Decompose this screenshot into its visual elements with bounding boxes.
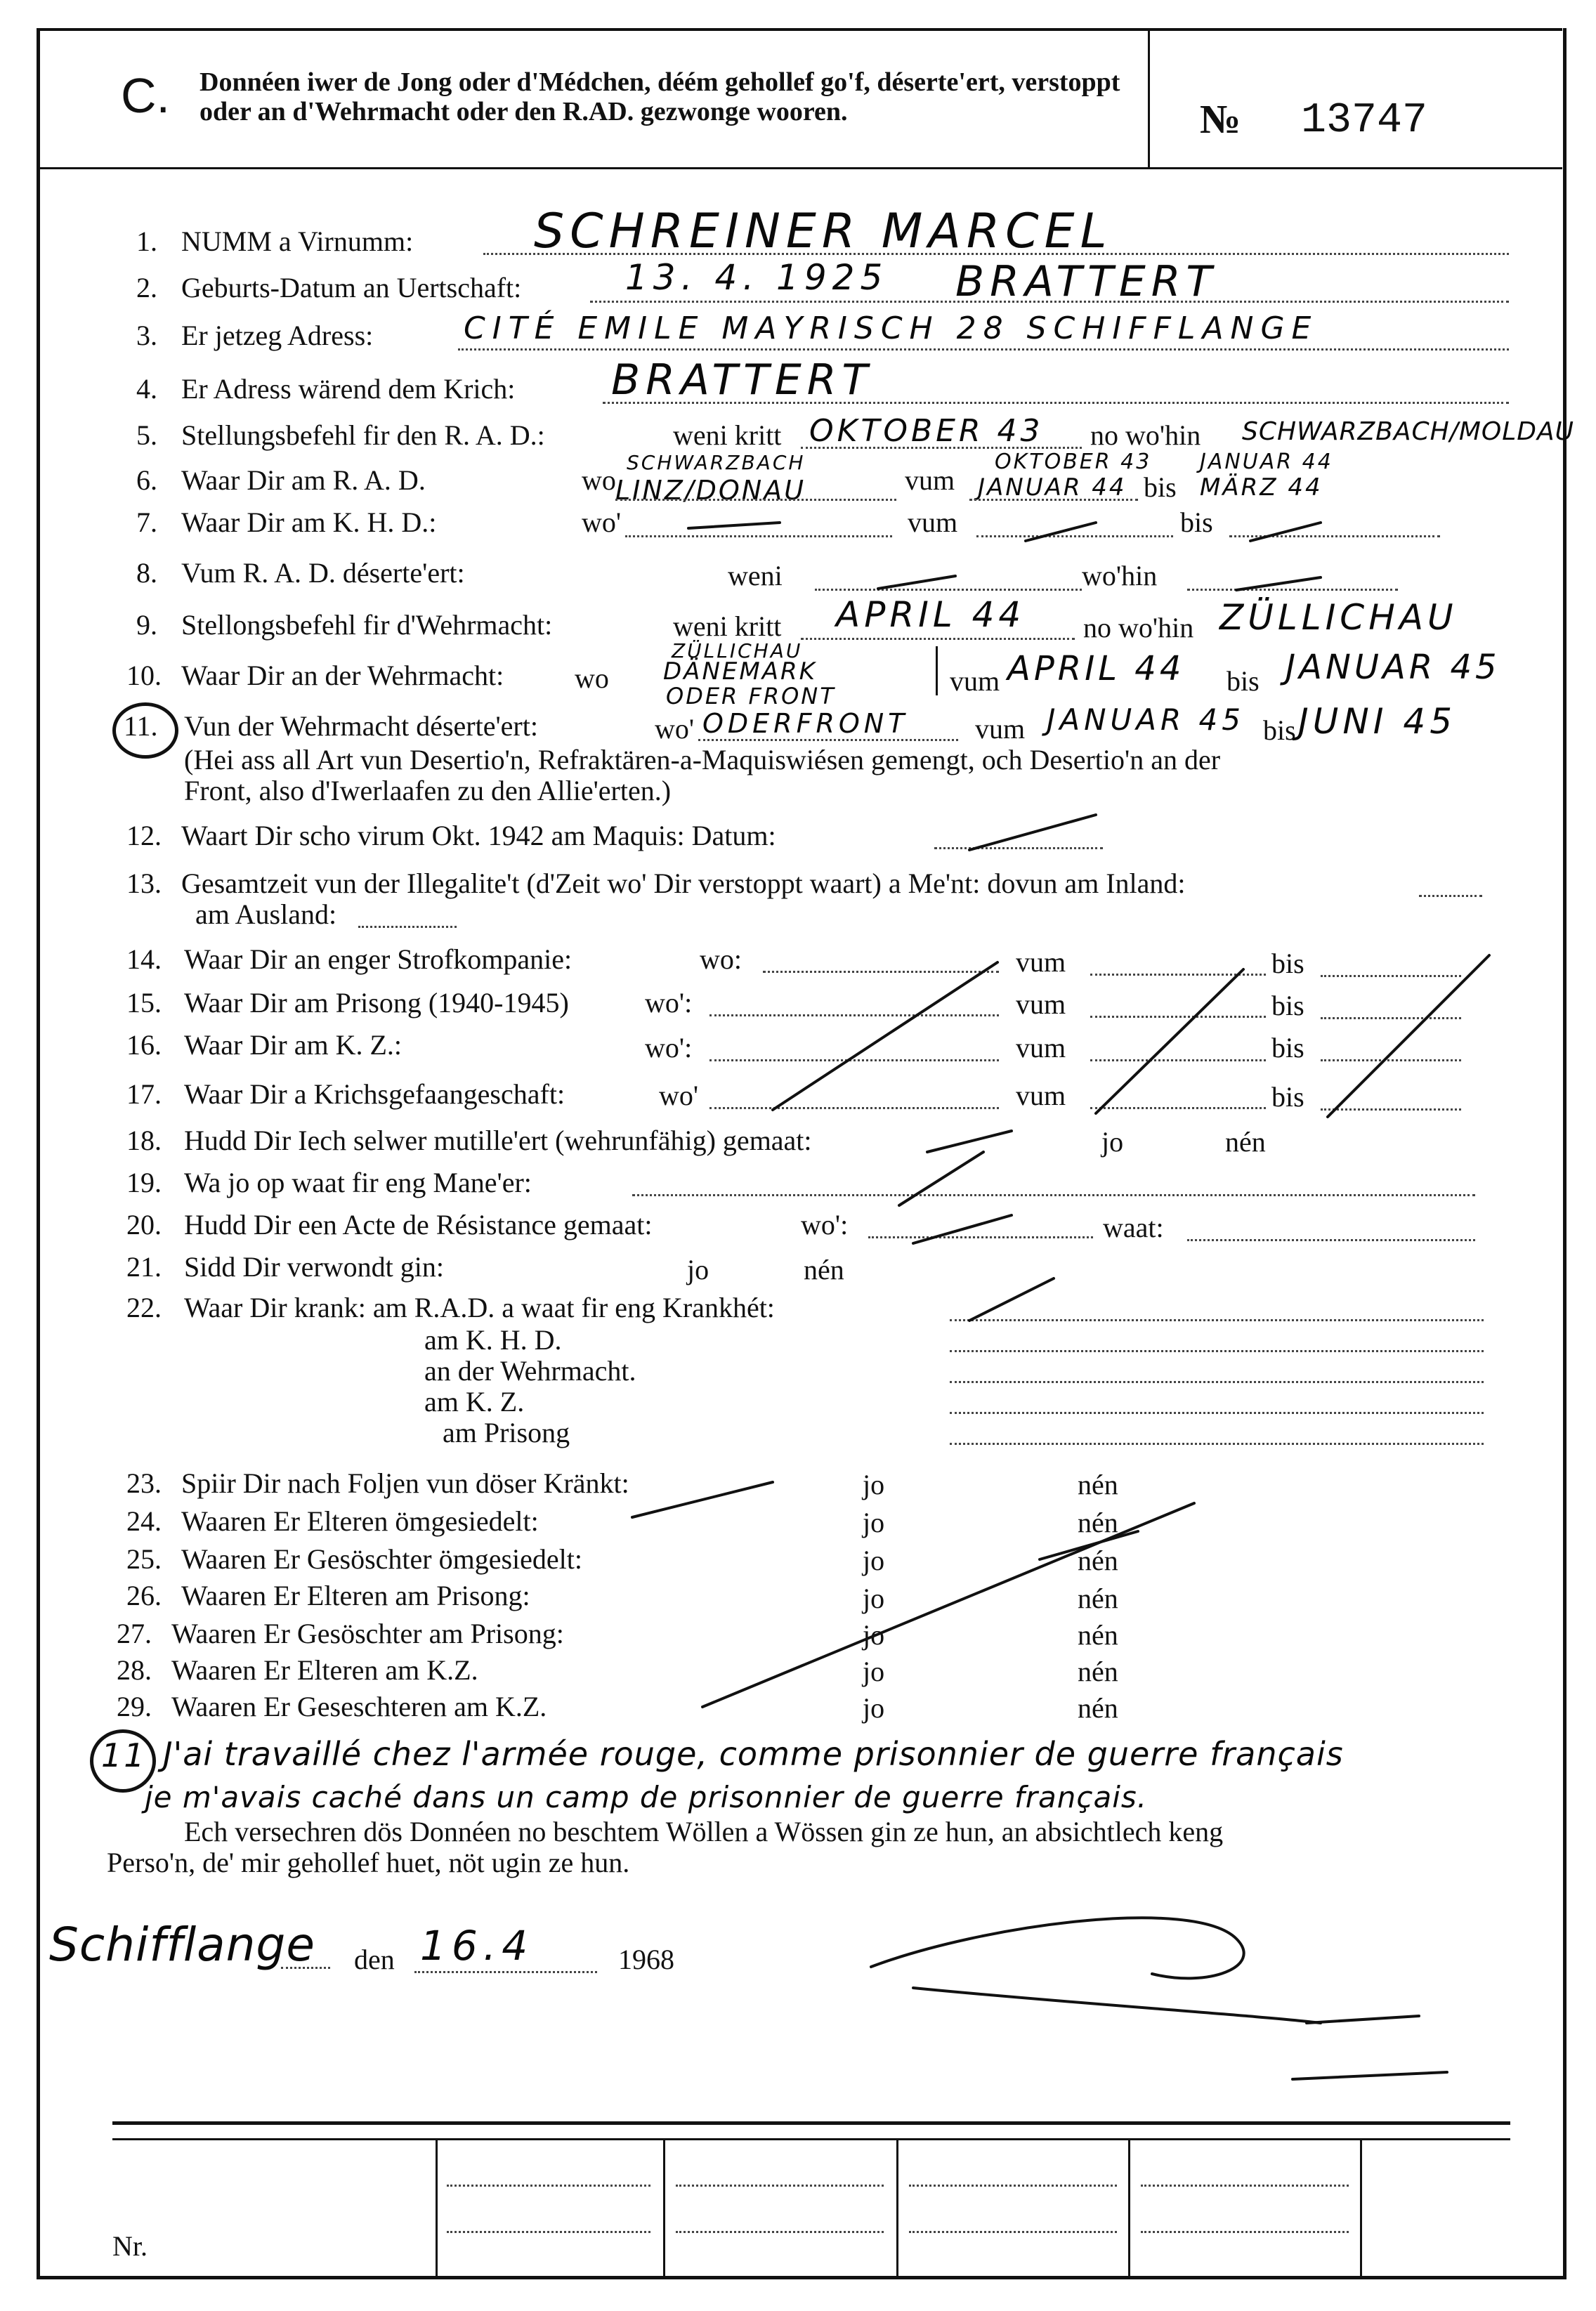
- q28-jo: jo: [863, 1656, 885, 1687]
- q25-nen: nén: [1078, 1545, 1118, 1576]
- q22-strike: [969, 1278, 1054, 1321]
- q19-number: 19.: [126, 1167, 162, 1198]
- q4-label: Er Adress wärend dem Krich:: [181, 373, 516, 405]
- q22-label: Waar Dir krank: am R.A.D. a waat fir eng Krankhét:: [184, 1292, 775, 1323]
- q25-number: 25.: [126, 1543, 162, 1575]
- q26-jo: jo: [863, 1583, 885, 1614]
- q6-vum: JANUAR 44: [978, 473, 1127, 502]
- q9-weni-label: weni kritt: [673, 610, 782, 642]
- q18-nen: nén: [1225, 1126, 1266, 1158]
- q11-number: 11.: [124, 710, 158, 742]
- declaration-line2: Perso'n, de' mir gehollef huet, nöt ugin ze hun.: [107, 1847, 630, 1878]
- q9-weni: APRIL 44: [836, 594, 1026, 635]
- q7-bis-label: bis: [1180, 506, 1213, 538]
- q5-number: 5.: [136, 419, 157, 451]
- q13-number: 13.: [126, 868, 162, 899]
- q7-number: 7.: [136, 506, 157, 538]
- q28-nen: nén: [1078, 1656, 1118, 1687]
- q19-label: Wa jo op waat fir eng Mane'er:: [184, 1167, 532, 1198]
- q11-vum: JANUAR 45: [1047, 702, 1245, 737]
- q17-wo-label: wo': [659, 1080, 699, 1111]
- q27-label: Waaren Er Gesöschter am Prisong:: [171, 1618, 564, 1649]
- q21-label: Sidd Dir verwondt gin:: [184, 1251, 444, 1283]
- q16-bis-label: bis: [1271, 1032, 1304, 1063]
- q1-label: NUMM a Virnumm:: [181, 225, 414, 257]
- q21-nen: nén: [804, 1254, 844, 1285]
- q20-number: 20.: [126, 1209, 162, 1240]
- q12-number: 12.: [126, 820, 162, 851]
- q10-wo-label: wo: [575, 662, 609, 694]
- q12-label: Waart Dir scho virum Okt. 1942 am Maquis: Datum:: [181, 820, 776, 851]
- q9-wohin-label: no wo'hin: [1083, 612, 1194, 643]
- signature-place: Schifflange: [49, 1918, 315, 1972]
- q14-wo-label: wo:: [700, 943, 742, 975]
- q11-bis-label: bis: [1263, 714, 1296, 746]
- q16-vum-label: vum: [1016, 1032, 1066, 1063]
- q2-place: BRATTERT: [955, 257, 1218, 306]
- q15-vum-label: vum: [1016, 988, 1066, 1020]
- q8-label: Vum R. A. D. déserte'ert:: [181, 557, 465, 589]
- q3-number: 3.: [136, 320, 157, 351]
- q25-nen-strike: [1040, 1531, 1138, 1559]
- remark-number: 11: [101, 1736, 147, 1774]
- q6-bis-top: JANUAR 44: [1200, 450, 1333, 474]
- q21-number: 21.: [126, 1251, 162, 1283]
- q28-number: 28.: [117, 1654, 152, 1686]
- q27-number: 27.: [117, 1618, 152, 1649]
- q7-strike-bis: [1250, 523, 1321, 541]
- q7-strike-wo: [688, 523, 780, 528]
- declaration-line1: Ech versechren dös Donnéen no beschtem Wöllen a Wössen gin ze hun, an absichtlech keng: [184, 1816, 1224, 1847]
- q16-wo-label: wo':: [645, 1032, 693, 1063]
- q19-strike: [899, 1152, 983, 1205]
- q24-29-strike: [702, 1503, 1194, 1707]
- q6-vum-label: vum: [905, 464, 955, 496]
- q1-answer: SCHREINER MARCEL: [534, 204, 1113, 259]
- q26-number: 26.: [126, 1580, 162, 1611]
- q10-bis: JANUAR 45: [1286, 648, 1500, 687]
- q14-17-strike-wo: [773, 962, 998, 1110]
- q5-wohin-label: no wo'hin: [1090, 419, 1201, 451]
- form-title: Donnéen iwer de Jong oder d'Médchen, déém gehollef go'f, déserte'ert, verstoppt oder an d'Wehrmacht oder den R.AD. gezwonge wooren.: [200, 67, 1120, 126]
- q29-jo: jo: [863, 1692, 885, 1724]
- q7-label: Waar Dir am K. H. D.:: [181, 506, 437, 538]
- q22-number: 22.: [126, 1292, 162, 1323]
- signature-year: 1968: [618, 1944, 674, 1975]
- q3-label: Er jetzeg Adress:: [181, 320, 374, 351]
- q14-bis-label: bis: [1271, 948, 1304, 979]
- q21-jo: jo: [687, 1254, 709, 1285]
- q7-wo-label: wo': [582, 506, 622, 538]
- signature-date: 16.4: [420, 1922, 534, 1970]
- q8-wohin-label: wo'hin: [1082, 560, 1158, 591]
- signature-stroke-1: [871, 1918, 1244, 1978]
- q18-label: Hudd Dir Iech selwer mutille'ert (wehrunfähig) gemaat:: [184, 1125, 812, 1156]
- q10-vum: APRIL 44: [1007, 649, 1185, 688]
- q6-vum-top: OKTOBER 43: [995, 450, 1152, 474]
- q14-vum-label: vum: [1016, 946, 1066, 978]
- q20-label: Hudd Dir een Acte de Résistance gemaat:: [184, 1209, 653, 1240]
- q20-wo-label: wo':: [801, 1209, 849, 1240]
- q12-strike: [969, 815, 1096, 850]
- q22-sub-khd: am K. H. D.: [424, 1324, 562, 1356]
- q5-wohin: SCHWARZBACH/MOLDAU: [1242, 417, 1574, 446]
- q29-label: Waaren Er Geseschteren am K.Z.: [171, 1691, 547, 1722]
- q8-strike-wohin: [1236, 577, 1321, 590]
- q23-number: 23.: [126, 1467, 162, 1499]
- q5-label: Stellungsbefehl fir den R. A. D.:: [181, 419, 545, 451]
- q9-wohin: ZÜLLICHAU: [1219, 597, 1458, 638]
- q6-label: Waar Dir am R. A. D.: [181, 464, 426, 496]
- signature-stroke-4: [1293, 2072, 1447, 2079]
- q10-label: Waar Dir an der Wehrmacht:: [181, 660, 504, 691]
- q9-number: 9.: [136, 609, 157, 641]
- q14-number: 14.: [126, 943, 162, 975]
- q15-number: 15.: [126, 987, 162, 1019]
- q6-bis-label: bis: [1144, 471, 1177, 503]
- q10-vum-label: vum: [950, 665, 1000, 697]
- q6-wo: LINZ/DONAU: [615, 475, 806, 506]
- q29-number: 29.: [117, 1691, 152, 1722]
- q10-wo-1: ZÜLLICHAU: [672, 639, 803, 662]
- q11-vum-label: vum: [975, 713, 1026, 745]
- q20-waat-label: waat:: [1103, 1212, 1164, 1243]
- q11-wo: ODERFRONT: [702, 708, 909, 739]
- q24-label: Waaren Er Elteren ömgesiedelt:: [181, 1505, 539, 1537]
- q22-sub-wehrmacht: an der Wehrmacht.: [424, 1355, 636, 1387]
- q6-number: 6.: [136, 464, 157, 496]
- q28-label: Waaren Er Elteren am K.Z.: [171, 1654, 478, 1686]
- q17-vum-label: vum: [1016, 1080, 1066, 1111]
- q11-bis: JUNI 45: [1298, 701, 1457, 742]
- section-letter: C.: [121, 68, 170, 123]
- number-label: №: [1200, 96, 1241, 142]
- footer-nr-label: Nr.: [112, 2230, 148, 2262]
- q18-jo: jo: [1101, 1126, 1124, 1158]
- q9-label: Stellongsbefehl fir d'Wehrmacht:: [181, 609, 553, 641]
- q5-weni-label: weni kritt: [673, 419, 782, 451]
- q26-nen: nén: [1078, 1583, 1118, 1614]
- q8-number: 8.: [136, 557, 157, 589]
- q27-nen: nén: [1078, 1619, 1118, 1651]
- q24-nen: nén: [1078, 1507, 1118, 1538]
- q15-wo-label: wo':: [645, 987, 693, 1019]
- q23-strike: [632, 1482, 773, 1517]
- q6-bis: MÄRZ 44: [1200, 473, 1323, 502]
- q22-sub-prisong: am Prisong: [443, 1417, 570, 1448]
- q6-wo-top: SCHWARZBACH: [627, 451, 806, 474]
- q26-label: Waaren Er Elteren am Prisong:: [181, 1580, 530, 1611]
- q20-strike: [913, 1215, 1012, 1243]
- signature-stroke-2: [913, 1988, 1321, 2023]
- form-number: 13747: [1301, 97, 1428, 145]
- q6-wo-label: wo: [582, 464, 616, 496]
- q4-number: 4.: [136, 373, 157, 405]
- q10-wo-3: ODER FRONT: [666, 683, 836, 709]
- q23-jo: jo: [863, 1469, 885, 1500]
- q17-number: 17.: [126, 1078, 162, 1110]
- q3-answer: CITÉ EMILE MAYRISCH 28 SCHIFFLANGE: [464, 310, 1319, 346]
- q23-label: Spiir Dir nach Foljen vun döser Kränkt:: [181, 1467, 629, 1499]
- q2-label: Geburts-Datum an Uertschaft:: [181, 272, 522, 303]
- q1-number: 1.: [136, 225, 157, 257]
- q10-wo-2: DÄNEMARK: [663, 657, 817, 686]
- q7-vum-label: vum: [908, 506, 958, 538]
- q17-bis-label: bis: [1271, 1081, 1304, 1113]
- q25-label: Waaren Er Gesöschter ömgesiedelt:: [181, 1543, 582, 1575]
- q11-note-line2: Front, also d'Iwerlaafen zu den Allie'erten.): [184, 775, 672, 806]
- date-den-label: den: [354, 1944, 395, 1975]
- q13-line1: Gesamtzeit vun der Illegalite't (d'Zeit wo' Dir verstoppt waart) a Me'nt: dovun am Inland:: [181, 868, 1186, 899]
- q24-jo: jo: [863, 1507, 885, 1538]
- q29-nen: nén: [1078, 1692, 1118, 1724]
- q7-strike-vum: [1026, 523, 1096, 541]
- q17-label: Waar Dir a Krichsgefaangeschaft:: [184, 1078, 565, 1110]
- q4-answer: BRATTERT: [611, 355, 874, 405]
- q27-jo: jo: [863, 1619, 885, 1651]
- q15-label: Waar Dir am Prisong (1940-1945): [184, 987, 569, 1019]
- q15-bis-label: bis: [1271, 990, 1304, 1021]
- q14-17-strike-vum: [1096, 969, 1243, 1113]
- remark-line1: J'ai travaillé chez l'armée rouge, comme prisonnier de guerre français: [163, 1735, 1344, 1773]
- q10-number: 10.: [126, 660, 162, 691]
- q24-number: 24.: [126, 1505, 162, 1537]
- q14-label: Waar Dir an enger Strofkompanie:: [184, 943, 573, 975]
- q25-jo: jo: [863, 1545, 885, 1576]
- q10-bis-label: bis: [1227, 665, 1260, 697]
- q2-number: 2.: [136, 272, 157, 303]
- q5-weni: OKTOBER 43: [809, 413, 1044, 449]
- q8-weni-label: weni: [728, 560, 783, 591]
- q13-line2: am Ausland:: [195, 898, 337, 930]
- remark-line2: je m'avais caché dans un camp de prisonnier de guerre français.: [145, 1780, 1148, 1814]
- q2-date: 13. 4. 1925: [625, 257, 889, 298]
- q23-nen: nén: [1078, 1469, 1118, 1500]
- q16-number: 16.: [126, 1029, 162, 1061]
- signature-stroke-3: [1307, 2016, 1419, 2023]
- q11-note-line1: (Hei ass all Art vun Desertio'n, Refraktären-a-Maquiswiésen gemengt, och Desertio'n an der: [184, 744, 1221, 775]
- q16-label: Waar Dir am K. Z.:: [184, 1029, 402, 1061]
- q8-strike-weni: [878, 576, 955, 589]
- q22-sub-kz: am K. Z.: [424, 1386, 525, 1418]
- q11-wo-label: wo': [655, 713, 695, 745]
- q11-label: Vun der Wehrmacht déserte'ert:: [184, 710, 538, 742]
- q14-17-strike-bis: [1328, 955, 1489, 1117]
- q18-strike: [927, 1131, 1012, 1152]
- q18-number: 18.: [126, 1125, 162, 1156]
